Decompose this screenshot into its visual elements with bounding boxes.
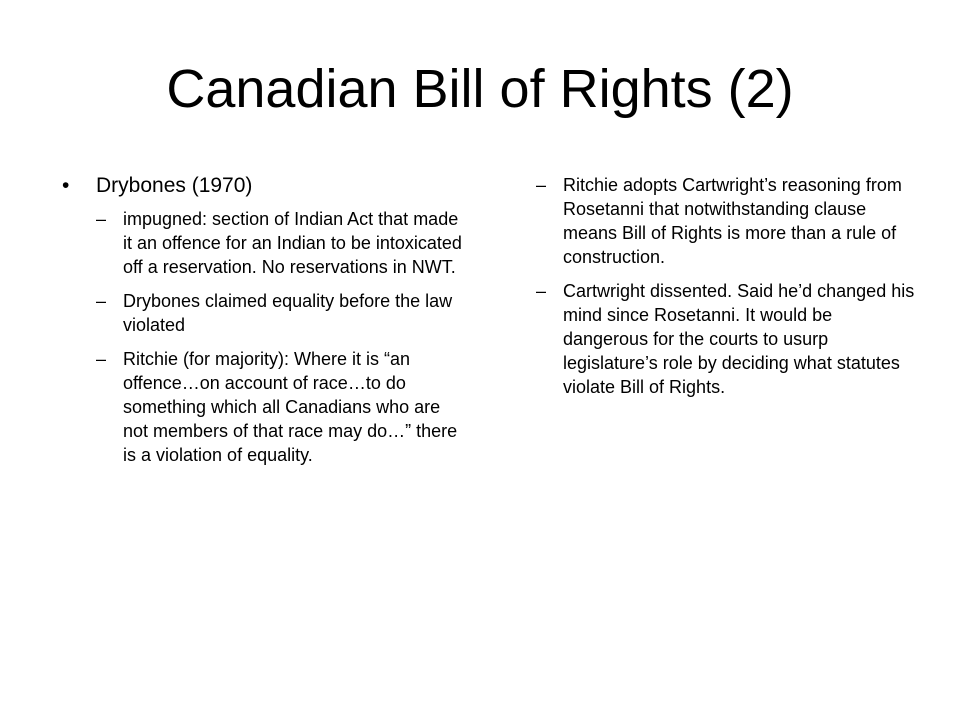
slide-title: Canadian Bill of Rights (2) <box>166 59 794 119</box>
right-sub-list <box>536 173 916 399</box>
left-column <box>62 173 462 477</box>
dash-icon: – <box>536 175 547 195</box>
sub-item-text: Ritchie (for majority): Where it is “an offence…on account of race…to do something which all Canadians who are not members of that race may do…” there is a violation of equality. <box>123 349 458 465</box>
sub-item-text: impugned: section of Indian Act that made it an offence for an Indian to be intoxicated off a reservation. No reservations in NWT. <box>123 209 462 277</box>
sub-item <box>96 347 462 467</box>
sub-item-text: Cartwright dissented. Said he’d changed his mind since Rosetanni. It would be dangerous for the courts to usurp legislature’s role by deciding what statutes violate Bill of Rights. <box>563 281 915 397</box>
sub-item-text: Drybones claimed equality before the law violated <box>123 291 453 335</box>
sub-item <box>536 173 916 269</box>
bullet-drybones <box>62 173 462 199</box>
bullet-heading: Drybones (1970) <box>96 174 253 197</box>
bullet-icon: • <box>62 174 70 197</box>
dash-icon: – <box>536 281 547 301</box>
right-column <box>536 173 916 409</box>
sub-item <box>96 289 462 337</box>
left-sub-list <box>62 207 462 467</box>
dash-icon: – <box>96 209 107 229</box>
dash-icon: – <box>96 349 107 369</box>
sub-item <box>536 279 916 399</box>
sub-item <box>96 207 462 279</box>
dash-icon: – <box>96 291 107 311</box>
sub-item-text: Ritchie adopts Cartwright’s reasoning from Rosetanni that notwithstanding clause means Bill of Rights is more than a rule of construction. <box>563 175 902 267</box>
